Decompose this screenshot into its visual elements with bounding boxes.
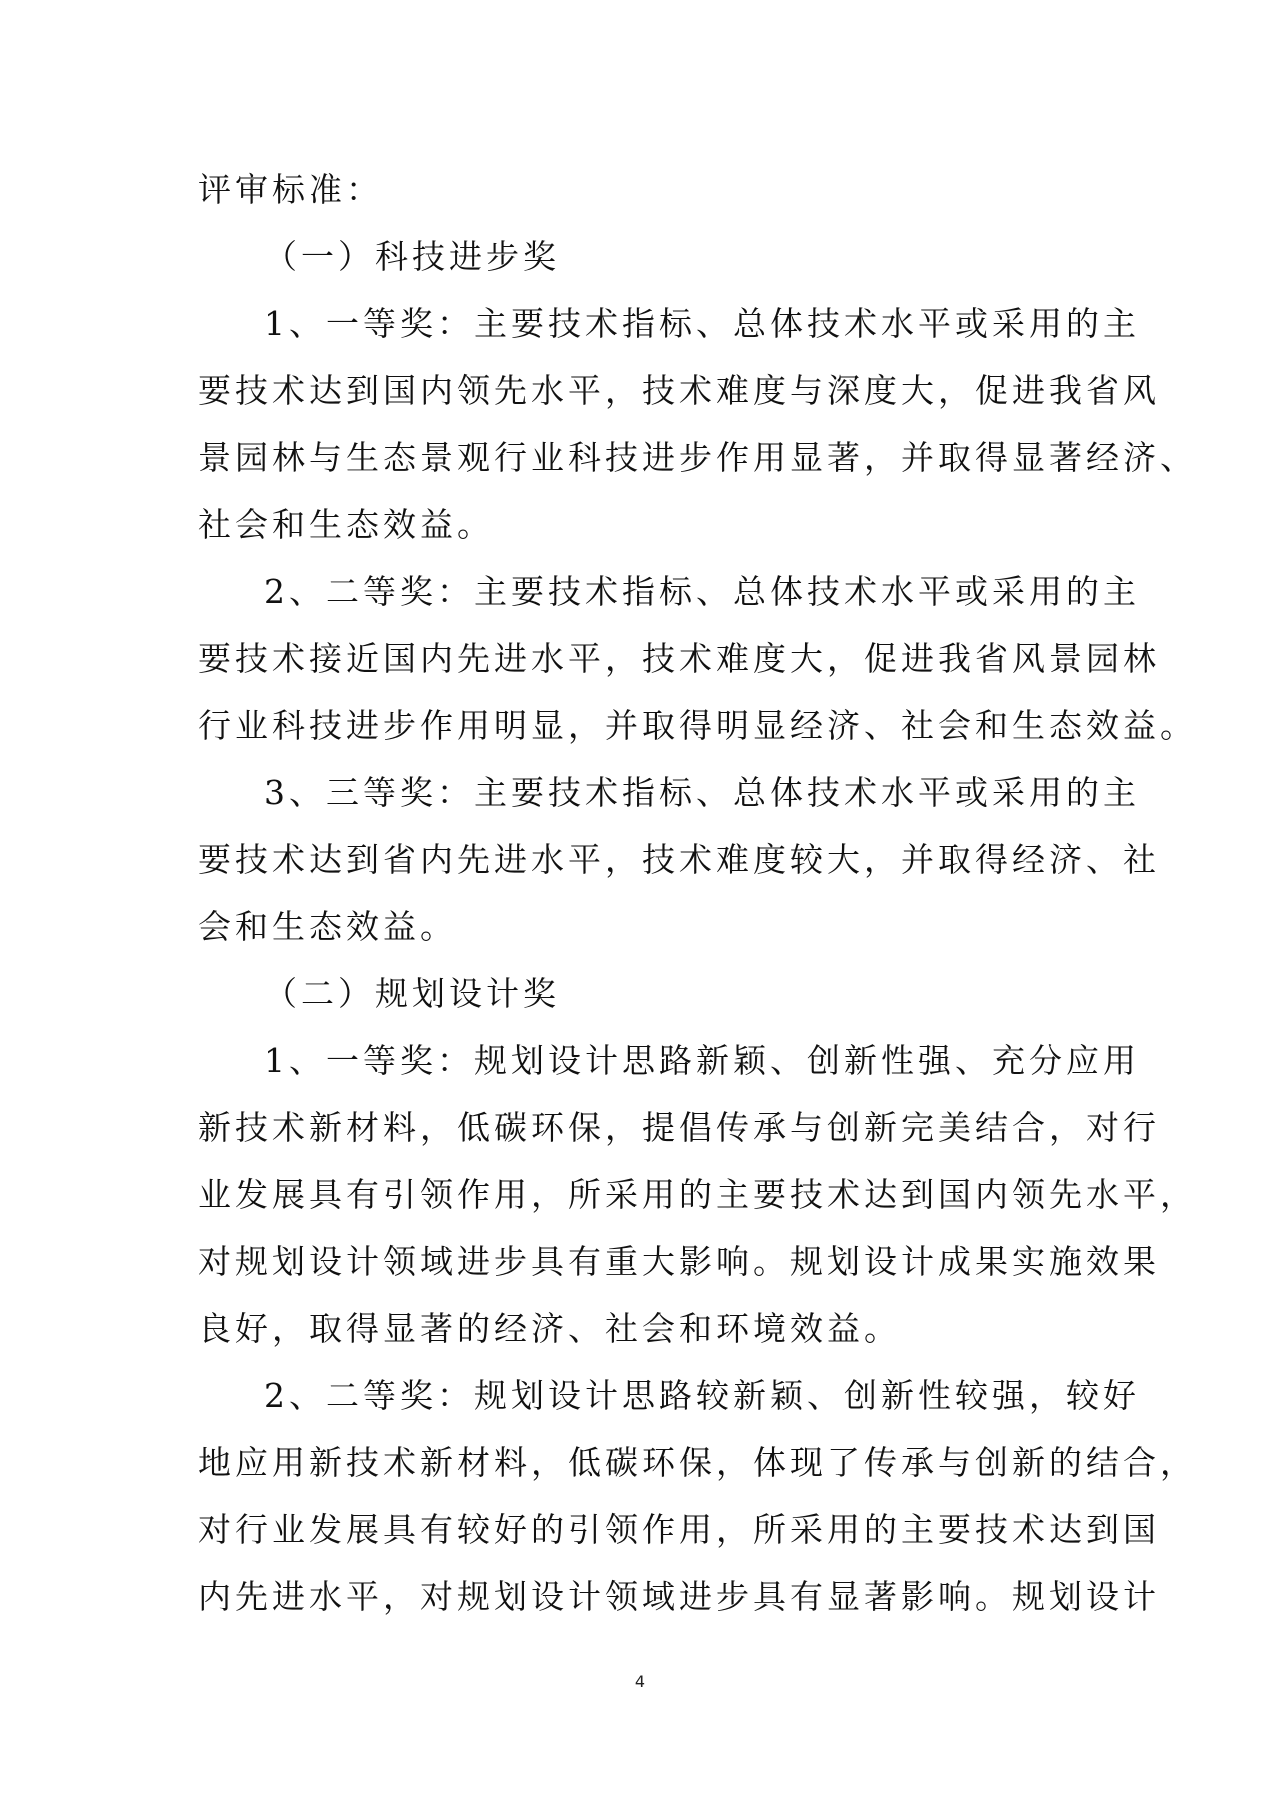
text-line: 社会和生态效益。 (198, 505, 494, 544)
text-line: 对行业发展具有较好的引领作用，所采用的主要技术达到国 (198, 1510, 1160, 1549)
text-line: 3、三等奖：主要技术指标、总体技术水平或采用的主 (264, 773, 1140, 812)
text-line: 1、一等奖：规划设计思路新颖、创新性强、充分应用 (264, 1041, 1140, 1080)
text-line: 要技术达到省内先进水平，技术难度较大，并取得经济、社 (198, 840, 1160, 879)
text-line: 业发展具有引领作用，所采用的主要技术达到国内领先水平， (198, 1175, 1197, 1214)
text-line: 会和生态效益。 (198, 907, 457, 946)
text-line: 良好，取得显著的经济、社会和环境效益。 (198, 1309, 901, 1348)
text-line: 地应用新技术新材料，低碳环保，体现了传承与创新的结合， (198, 1443, 1197, 1482)
text-line: 景园林与生态景观行业科技进步作用显著，并取得显著经济、 (198, 438, 1197, 477)
section-heading: （二）规划设计奖 (264, 974, 560, 1013)
page-number: 4 (634, 1672, 646, 1691)
text-line: 1、一等奖：主要技术指标、总体技术水平或采用的主 (264, 304, 1140, 343)
text-line: 要技术达到国内领先水平，技术难度与深度大，促进我省风 (198, 371, 1160, 410)
section-heading: （一）科技进步奖 (264, 237, 560, 276)
text-line: 2、二等奖：规划设计思路较新颖、创新性较强，较好 (264, 1376, 1140, 1415)
text-line: 对规划设计领域进步具有重大影响。规划设计成果实施效果 (198, 1242, 1160, 1281)
text-line: 评审标准： (198, 170, 383, 209)
text-line: 行业科技进步作用明显，并取得明显经济、社会和生态效益。 (198, 706, 1197, 745)
text-line: 2、二等奖：主要技术指标、总体技术水平或采用的主 (264, 572, 1140, 611)
text-line: 要技术接近国内先进水平，技术难度大，促进我省风景园林 (198, 639, 1160, 678)
text-line: 内先进水平，对规划设计领域进步具有显著影响。规划设计 (198, 1577, 1160, 1616)
text-line: 新技术新材料，低碳环保，提倡传承与创新完美结合，对行 (198, 1108, 1160, 1147)
